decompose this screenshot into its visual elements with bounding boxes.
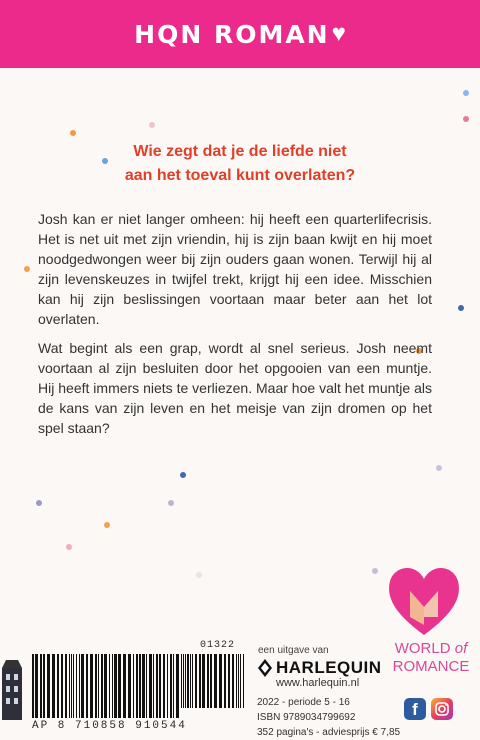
barcode-bar (133, 654, 134, 718)
barcode-bar (238, 654, 239, 708)
edition-period: 2022 - periode 5 - 16 (257, 697, 350, 708)
barcode-bar (214, 654, 217, 708)
barcode-bar (76, 654, 77, 718)
barcode-bar (71, 654, 72, 718)
wor-of: of (454, 640, 468, 657)
isbn: ISBN 9789034799692 (257, 712, 356, 723)
barcode-bar (170, 654, 172, 718)
publisher-logo (258, 658, 382, 678)
barcode-bar (190, 654, 191, 708)
tagline-line-1: Wie zegt dat je de liefde niet (133, 143, 347, 160)
barcode-bar (163, 654, 165, 718)
barcode-bar (232, 654, 234, 708)
barcode-bar (57, 654, 59, 718)
barcode-bar (142, 654, 145, 718)
barcode-bar (199, 654, 201, 708)
barcode-bar (79, 654, 80, 718)
world-of-romance-label (382, 640, 480, 676)
heart-logo-icon (386, 563, 462, 637)
barcode-bar (40, 654, 42, 718)
wor-romance: ROMANCE (392, 658, 470, 675)
barcode-bar (95, 654, 97, 718)
barcode-bar (139, 654, 141, 718)
barcode-bar (81, 654, 84, 718)
confetti-dot (436, 465, 442, 471)
series-header (0, 0, 480, 68)
building-icon (0, 660, 24, 720)
barcode-bar (153, 654, 154, 718)
confetti-dot (372, 568, 378, 574)
barcode-bar (146, 654, 147, 718)
barcode-bar (210, 654, 212, 708)
barcode-bar (109, 654, 110, 718)
barcode-bar (98, 654, 99, 718)
confetti-dot (463, 90, 469, 96)
barcode-bar (114, 654, 117, 718)
confetti-dot (66, 544, 72, 550)
confetti-dot (463, 116, 469, 122)
publisher-name: HARLEQUIN (276, 658, 382, 677)
barcode-bar (65, 654, 67, 718)
barcode-bar (181, 654, 182, 708)
publisher-intro: een uitgave van (258, 645, 329, 656)
barcode-bar (69, 654, 70, 718)
confetti-dot (104, 522, 110, 528)
tagline-line-2: aan het toeval kunt overlaten? (124, 167, 356, 184)
confetti-dot (458, 305, 464, 311)
barcode-bar (187, 654, 189, 708)
barcode-bar (224, 654, 226, 708)
blurb-paragraph-2: Wat begint als een grap, wordt al snel serieus. Josh neemt voortaan al zijn besluiten door het opgooien van een muntje. Hij heeft immers niets te verliezen. Maar hoe valt het muntje als de kans van zijn leven en het meisje van zijn dromen op het spel staan? (38, 340, 432, 436)
confetti-dot (24, 266, 30, 272)
barcode-bar (101, 654, 103, 718)
barcode-bar (156, 654, 158, 718)
barcode-bar (236, 654, 237, 708)
barcode-bar (112, 654, 113, 718)
confetti-dot (168, 500, 174, 506)
barcode-bar (192, 654, 193, 708)
confetti-dot (196, 572, 202, 578)
barcode-bar (167, 654, 168, 718)
barcode-bar (219, 654, 222, 708)
confetti-dot (36, 500, 42, 506)
facebook-icon[interactable]: f (404, 698, 426, 720)
barcode-bar (61, 654, 63, 718)
barcode-bar (173, 654, 174, 718)
barcode-bar (47, 654, 50, 718)
barcode-addon-number: 01322 (200, 640, 236, 651)
barcode-bar (159, 654, 161, 718)
barcode-bar (118, 654, 121, 718)
barcode-bar (73, 654, 74, 718)
barcode-bar (149, 654, 152, 718)
barcode-bar (128, 654, 131, 718)
barcode-bar (43, 654, 45, 718)
barcode-bar (228, 654, 230, 708)
tagline (60, 140, 420, 188)
barcode-bar (86, 654, 88, 718)
price-pages: 352 pagina's - adviesprijs € 7,85 (257, 727, 401, 738)
barcode-bar (183, 654, 184, 708)
blurb-paragraph-1: Josh kan er niet langer omheen: hij heeft een quarterlifecrisis. Het is net uit met zijn vriendin, hij is zijn baan kwijt en hij moet noodgedwongen weer bij zijn ouders gaan wonen. Terwijl hij al zijn levenskeuzes in twijfel trekt, krijgt hij een idee. Misschien kan hij zijn beslissingen voortaan maar beter aan het lot overlaten. (38, 211, 432, 327)
barcode-bar (195, 654, 197, 708)
confetti-dot (149, 122, 155, 128)
barcode-bar (35, 654, 38, 718)
barcode-bar (136, 654, 138, 718)
barcode-bar (90, 654, 93, 718)
barcode-number: AP 8 710858 910544 (32, 720, 187, 732)
barcode-bar (202, 654, 205, 708)
barcode-bar (32, 654, 34, 718)
barcode (30, 652, 248, 718)
instagram-icon[interactable] (431, 698, 453, 720)
harlequin-diamond-icon (258, 659, 272, 677)
barcode-bar (52, 654, 55, 718)
barcode-bar (123, 654, 126, 718)
confetti-dot (70, 130, 76, 136)
confetti-dot (180, 472, 186, 478)
wor-world: WORLD (394, 640, 451, 657)
barcode-bar (104, 654, 107, 718)
publisher-url: www.harlequin.nl (276, 677, 360, 689)
barcode-bar (185, 654, 186, 708)
barcode-bar (243, 654, 244, 708)
barcode-bar (207, 654, 209, 708)
barcode-bar (240, 654, 241, 708)
barcode-bar (176, 654, 179, 718)
heart-icon: ♥ (331, 20, 346, 47)
series-title: HQN ROMAN (134, 19, 330, 49)
